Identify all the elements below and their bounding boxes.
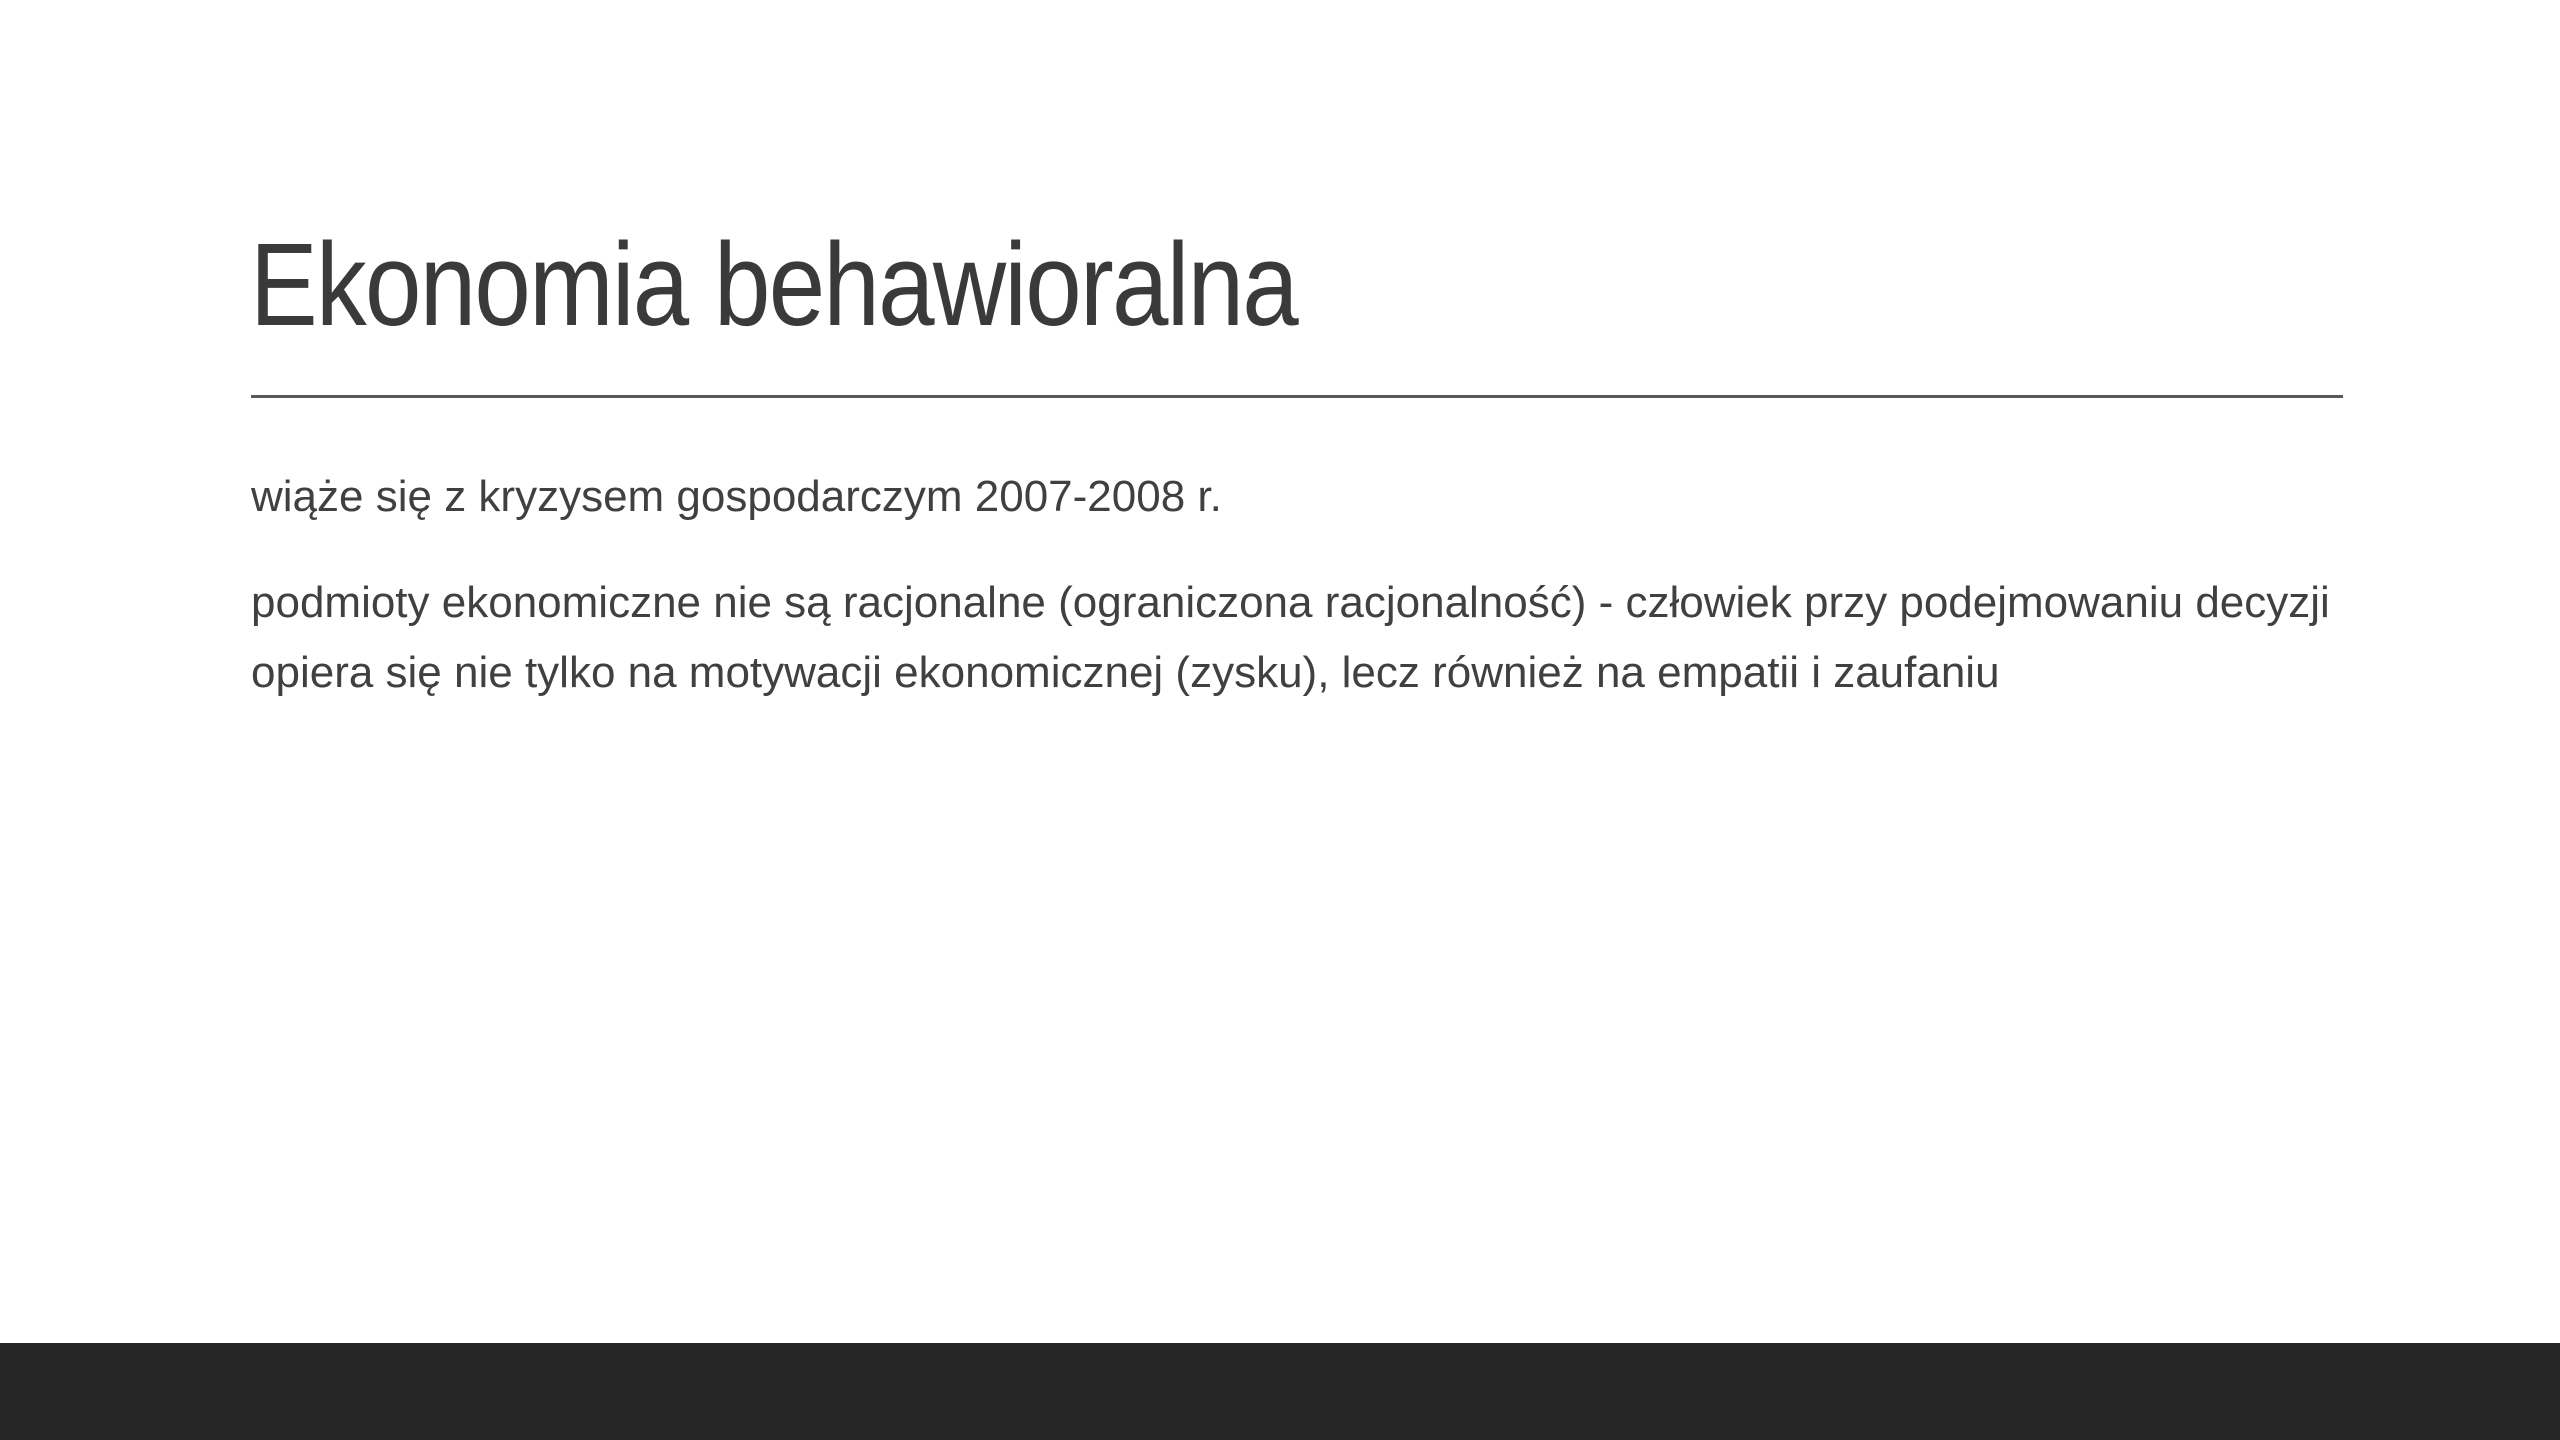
title-divider (251, 395, 2343, 398)
slide-body (251, 462, 2351, 708)
slide-title: Ekonomia behawioralna (250, 219, 1298, 351)
body-paragraph-2: podmioty ekonomiczne nie są racjonalne (ograniczona racjonalność) - człowiek przy podejmowaniu decyzji opiera się nie tylko na motywacji ekonomicznej (zysku), lecz również na empatii i zaufaniu (251, 578, 2330, 697)
footer-bar (0, 1343, 2560, 1440)
body-paragraph-1: wiąże się z kryzysem gospodarczym 2007-2008 r. (251, 472, 1222, 521)
